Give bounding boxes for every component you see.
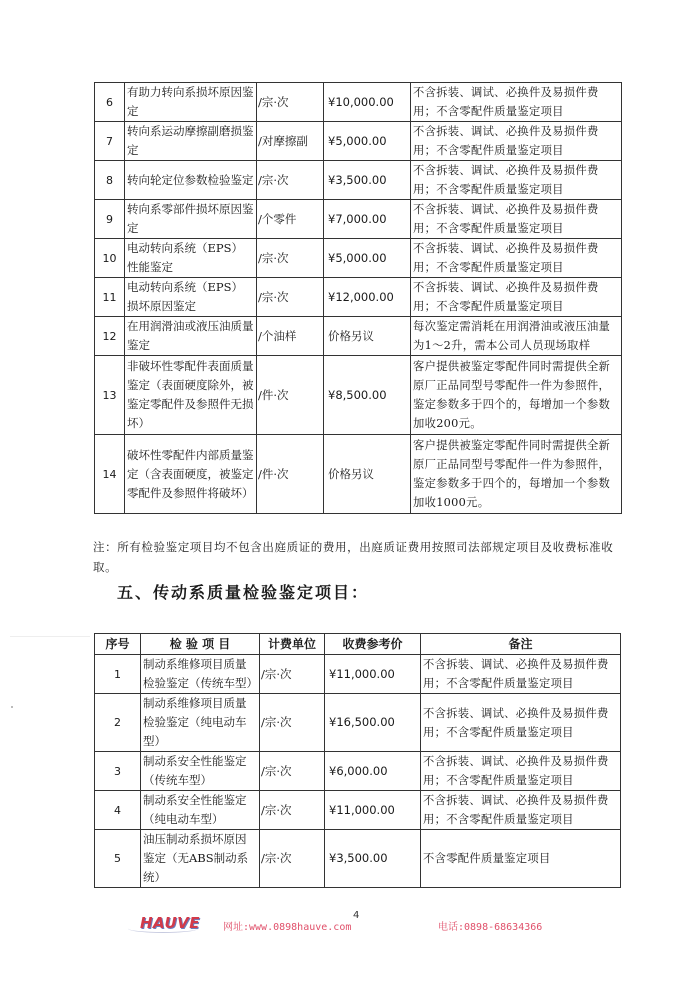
table-row: [95, 356, 622, 435]
table-row: [95, 830, 621, 888]
company-logo: HAUVE: [140, 914, 201, 932]
reference-price: 价格另议: [324, 435, 411, 514]
row-number: 13: [95, 356, 125, 435]
billing-unit: /宗·次: [260, 830, 325, 888]
reference-price: ¥11,000.00: [325, 791, 421, 830]
inspection-item: 转向轮定位参数检验鉴定: [125, 161, 257, 200]
reference-price: ¥8,500.00: [324, 356, 411, 435]
billing-unit: /宗·次: [260, 694, 325, 752]
billing-unit: /个油样: [257, 317, 324, 356]
billing-unit: /宗·次: [260, 752, 325, 791]
billing-unit: /宗·次: [257, 239, 324, 278]
transmission-system-fee-table: [94, 633, 621, 888]
reference-price: ¥5,000.00: [324, 239, 411, 278]
row-number: 8: [95, 161, 125, 200]
row-number: 7: [95, 122, 125, 161]
reference-price: 价格另议: [324, 317, 411, 356]
header-unit: 计费单位: [260, 634, 325, 655]
table-row: [95, 655, 621, 694]
footnote: 注：所有检验鉴定项目均不包含出庭质证的费用，出庭质证费用按照司法部规定项目及收费标准收取。: [93, 540, 614, 574]
inspection-item: 破坏性零配件内部质量鉴定（含表面硬度，被鉴定零配件及参照件将破坏）: [125, 435, 257, 514]
reference-price: ¥10,000.00: [324, 83, 411, 122]
inspection-item: 制动系安全性能鉴定（纯电动车型）: [141, 791, 260, 830]
scan-artifact-speck: [11, 706, 13, 708]
reference-price: ¥3,500.00: [325, 830, 421, 888]
section-heading: 五、传动系质量检验鉴定项目：: [117, 583, 370, 602]
row-number: 2: [95, 694, 141, 752]
reference-price: ¥16,500.00: [325, 694, 421, 752]
inspection-item: 转向系零部件损坏原因鉴定: [125, 200, 257, 239]
remarks: 不含拆装、调试、必换件及易损件费用；不含零配件质量鉴定项目: [411, 278, 622, 317]
row-number: 14: [95, 435, 125, 514]
row-number: 12: [95, 317, 125, 356]
table-row: [95, 317, 622, 356]
reference-price: ¥3,500.00: [324, 161, 411, 200]
remarks: 不含拆装、调试、必换件及易损件费用；不含零配件质量鉴定项目: [411, 83, 622, 122]
inspection-item: 制动系维修项目质量检验鉴定（传统车型）: [141, 655, 260, 694]
inspection-item: 电动转向系统（EPS）损坏原因鉴定: [125, 278, 257, 317]
reference-price: ¥11,000.00: [325, 655, 421, 694]
table-row: [95, 435, 622, 514]
phone-number: 电话:0898-68634366: [438, 922, 543, 933]
table-header-row: [95, 634, 621, 655]
row-number: 10: [95, 239, 125, 278]
billing-unit: /对摩擦副: [257, 122, 324, 161]
remarks: 不含拆装、调试、必换件及易损件费用；不含零配件质量鉴定项目: [411, 122, 622, 161]
page-footer: [0, 910, 700, 940]
remarks: 每次鉴定需消耗在用润滑油或液压油量为1～2升，需本公司人员现场取样: [411, 317, 622, 356]
reference-price: ¥6,000.00: [325, 752, 421, 791]
table-row: [95, 83, 622, 122]
billing-unit: /个零件: [257, 200, 324, 239]
remarks: 不含拆装、调试、必换件及易损件费用；不含零配件质量鉴定项目: [411, 239, 622, 278]
remarks: 不含拆装、调试、必换件及易损件费用；不含零配件质量鉴定项目: [411, 200, 622, 239]
row-number: 1: [95, 655, 141, 694]
table-row: [95, 694, 621, 752]
remarks: 不含零配件质量鉴定项目: [421, 830, 621, 888]
remarks: 不含拆装、调试、必换件及易损件费用；不含零配件质量鉴定项目: [421, 694, 621, 752]
table-row: [95, 239, 622, 278]
page-number: 4: [353, 910, 360, 921]
billing-unit: /件·次: [257, 356, 324, 435]
table-row: [95, 161, 622, 200]
inspection-item: 非破坏性零配件表面质量鉴定（表面硬度除外，被鉴定零配件及参照件无损坏）: [125, 356, 257, 435]
header-note: 备注: [421, 634, 621, 655]
billing-unit: /宗·次: [260, 791, 325, 830]
inspection-item: 油压制动系损坏原因鉴定（无ABS制动系统）: [141, 830, 260, 888]
scan-artifact-line: [10, 636, 90, 637]
header-no: 序号: [95, 634, 141, 655]
table-row: [95, 278, 622, 317]
remarks: 客户提供被鉴定零配件同时需提供全新原厂正品同型号零配件一件为参照件，鉴定参数多于四个的，每增加一个参数加收1000元。: [411, 435, 622, 514]
table-row: [95, 122, 622, 161]
remarks: 不含拆装、调试、必换件及易损件费用；不含零配件质量鉴定项目: [421, 791, 621, 830]
row-number: 3: [95, 752, 141, 791]
row-number: 6: [95, 83, 125, 122]
table-row: [95, 200, 622, 239]
billing-unit: /宗·次: [257, 161, 324, 200]
row-number: 9: [95, 200, 125, 239]
row-number: 4: [95, 791, 141, 830]
remarks: 客户提供被鉴定零配件同时需提供全新原厂正品同型号零配件一件为参照件，鉴定参数多于四个的，每增加一个参数加收200元。: [411, 356, 622, 435]
reference-price: ¥7,000.00: [324, 200, 411, 239]
inspection-item: 有助力转向系损坏原因鉴定: [125, 83, 257, 122]
row-number: 5: [95, 830, 141, 888]
inspection-item: 制动系安全性能鉴定（传统车型）: [141, 752, 260, 791]
billing-unit: /宗·次: [257, 83, 324, 122]
inspection-item: 转向系运动摩擦副磨损鉴定: [125, 122, 257, 161]
table-row: [95, 752, 621, 791]
header-item: 检 验 项 目: [141, 634, 260, 655]
reference-price: ¥12,000.00: [324, 278, 411, 317]
billing-unit: /宗·次: [260, 655, 325, 694]
table-row: [95, 791, 621, 830]
steering-system-fee-table-continued: [94, 82, 622, 514]
billing-unit: /件·次: [257, 435, 324, 514]
website-link[interactable]: 网址:www.0898hauve.com: [223, 922, 352, 933]
remarks: 不含拆装、调试、必换件及易损件费用；不含零配件质量鉴定项目: [411, 161, 622, 200]
inspection-item: 制动系维修项目质量检验鉴定（纯电动车型）: [141, 694, 260, 752]
remarks: 不含拆装、调试、必换件及易损件费用；不含零配件质量鉴定项目: [421, 752, 621, 791]
row-number: 11: [95, 278, 125, 317]
reference-price: ¥5,000.00: [324, 122, 411, 161]
billing-unit: /宗·次: [257, 278, 324, 317]
header-price: 收费参考价: [325, 634, 421, 655]
inspection-item: 电动转向系统（EPS）性能鉴定: [125, 239, 257, 278]
remarks: 不含拆装、调试、必换件及易损件费用；不含零配件质量鉴定项目: [421, 655, 621, 694]
inspection-item: 在用润滑油或液压油质量鉴定: [125, 317, 257, 356]
